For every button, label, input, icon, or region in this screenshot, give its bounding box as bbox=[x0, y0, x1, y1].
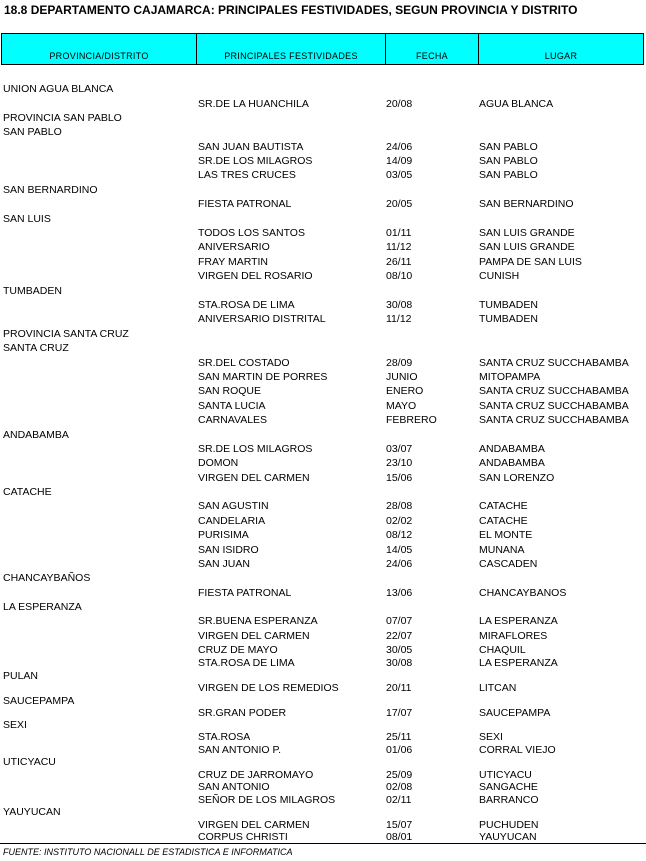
province-row bbox=[0, 429, 646, 442]
lugar-cell: BARRANCO bbox=[479, 794, 539, 806]
fecha-cell: 01/06 bbox=[386, 744, 413, 756]
table-row bbox=[0, 529, 646, 542]
lugar-cell: ANDABAMBA bbox=[479, 443, 545, 455]
table-row bbox=[0, 414, 646, 427]
fecha-cell: 07/07 bbox=[386, 615, 413, 627]
fecha-cell: 30/08 bbox=[386, 299, 413, 311]
header-fecha: FECHA bbox=[386, 34, 479, 64]
table-row bbox=[0, 400, 646, 413]
table-row bbox=[0, 256, 646, 269]
table-bottom-rule bbox=[0, 843, 646, 844]
festividad-cell: SEÑOR DE LOS MILAGROS bbox=[198, 794, 336, 806]
festividad-cell: VIRGEN DEL ROSARIO bbox=[198, 270, 313, 282]
festividad-cell: DOMON bbox=[198, 457, 239, 469]
lugar-cell: CHAQUIL bbox=[479, 644, 526, 656]
festividad-cell: VIRGEN DE LOS REMEDIOS bbox=[198, 682, 339, 694]
festividad-cell: FRAY MARTIN bbox=[198, 256, 269, 268]
lugar-cell: LA ESPERANZA bbox=[479, 657, 558, 669]
festividad-cell: STA.ROSA DE LIMA bbox=[198, 299, 295, 311]
lugar-cell: CUNISH bbox=[479, 270, 520, 282]
lugar-cell: UTICYACU bbox=[479, 769, 532, 781]
festividad-cell: SAN ISIDRO bbox=[198, 544, 259, 556]
lugar-cell: SAN LUIS GRANDE bbox=[479, 241, 575, 253]
lugar-cell: EL MONTE bbox=[479, 529, 533, 541]
lugar-cell: YAUYUCAN bbox=[479, 831, 537, 843]
lugar-cell: CATACHE bbox=[479, 500, 528, 512]
fecha-cell: 15/06 bbox=[386, 472, 413, 484]
province-row bbox=[0, 328, 646, 341]
lugar-cell: ANDABAMBA bbox=[479, 457, 545, 469]
provincia-cell: ANDABAMBA bbox=[3, 429, 69, 441]
provincia-cell: SAN BERNARDINO bbox=[3, 184, 98, 196]
festividad-cell: SAN AGUSTIN bbox=[198, 500, 269, 512]
fecha-cell: 02/11 bbox=[386, 794, 412, 806]
lugar-cell: SAUCEPAMPA bbox=[479, 707, 551, 719]
festividad-cell: SAN ANTONIO P. bbox=[198, 744, 282, 756]
table-row bbox=[0, 500, 646, 513]
header-lugar: LUGAR bbox=[544, 51, 578, 61]
festividad-cell: FIESTA PATRONAL bbox=[198, 587, 292, 599]
fecha-cell: 03/05 bbox=[386, 169, 413, 181]
source-note: FUENTE: INSTITUTO NACIONALL DE ESTADISTICA E INFORMATICA bbox=[3, 847, 293, 857]
provincia-cell: UTICYACU bbox=[3, 756, 56, 768]
fecha-cell: 17/07 bbox=[386, 707, 413, 719]
festividad-cell: CRUZ DE MAYO bbox=[198, 644, 278, 656]
table-row bbox=[0, 443, 646, 456]
table-row bbox=[0, 198, 646, 211]
provincia-cell: LA ESPERANZA bbox=[3, 601, 82, 613]
table-row bbox=[0, 241, 646, 254]
table-row bbox=[0, 169, 646, 182]
lugar-cell: CHANCAYBANOS bbox=[479, 587, 567, 599]
table-row bbox=[0, 587, 646, 600]
provincia-cell: PROVINCIA SAN PABLO bbox=[3, 112, 122, 124]
header-festividades: PRINCIPALES FESTIVIDADES bbox=[197, 34, 386, 64]
fecha-cell: 25/11 bbox=[386, 731, 412, 743]
festividad-cell: SR.GRAN PODER bbox=[198, 707, 287, 719]
lugar-cell: TUMBADEN bbox=[479, 299, 538, 311]
fecha-cell: 13/06 bbox=[386, 587, 413, 599]
lugar-cell: SANTA CRUZ SUCCHABAMBA bbox=[479, 357, 629, 369]
lugar-cell: SAN PABLO bbox=[479, 169, 538, 181]
provincia-cell: CHANCAYBAÑOS bbox=[3, 572, 91, 584]
table-row bbox=[0, 155, 646, 168]
lugar-cell: SEXI bbox=[479, 731, 503, 743]
fecha-cell: 30/08 bbox=[386, 657, 413, 669]
lugar-cell: CATACHE bbox=[479, 515, 528, 527]
province-row bbox=[0, 126, 646, 139]
province-row bbox=[0, 572, 646, 585]
fecha-cell: 30/05 bbox=[386, 644, 413, 656]
page-title: 18.8 DEPARTAMENTO CAJAMARCA: PRINCIPALES FESTIVIDADES, SEGUN PROVINCIA Y DISTRITO bbox=[4, 3, 578, 17]
festividad-cell: SR.DE LOS MILAGROS bbox=[198, 443, 313, 455]
lugar-cell: SANTA CRUZ SUCCHABAMBA bbox=[479, 385, 629, 397]
fecha-cell: FEBRERO bbox=[386, 414, 437, 426]
province-row bbox=[0, 601, 646, 614]
fecha-cell: 11/12 bbox=[386, 241, 412, 253]
provincia-cell: SANTA CRUZ bbox=[3, 342, 69, 354]
province-row bbox=[0, 342, 646, 355]
provincia-cell: UNION AGUA BLANCA bbox=[3, 83, 114, 95]
lugar-cell: SANGACHE bbox=[479, 781, 538, 793]
fecha-cell: 03/07 bbox=[386, 443, 413, 455]
fecha-cell: 08/10 bbox=[386, 270, 413, 282]
fecha-cell: 28/08 bbox=[386, 500, 413, 512]
festividad-cell: SANTA LUCIA bbox=[198, 400, 266, 412]
festividad-cell: TODOS LOS SANTOS bbox=[198, 227, 305, 239]
fecha-cell: ENERO bbox=[386, 385, 424, 397]
festividad-cell: CARNAVALES bbox=[198, 414, 268, 426]
festividad-cell: SAN ROQUE bbox=[198, 385, 262, 397]
festividad-cell: SAN JUAN BAUTISTA bbox=[198, 141, 304, 153]
festividad-cell: STA.ROSA bbox=[198, 731, 251, 743]
table-row bbox=[0, 781, 646, 794]
festividad-cell: FIESTA PATRONAL bbox=[198, 198, 292, 210]
lugar-cell: SAN PABLO bbox=[479, 141, 538, 153]
table-row bbox=[0, 270, 646, 283]
festividad-cell: SR.DE LOS MILAGROS bbox=[198, 155, 313, 167]
festividad-cell: ANIVERSARIO bbox=[198, 241, 270, 253]
lugar-cell: SANTA CRUZ SUCCHABAMBA bbox=[479, 414, 629, 426]
lugar-cell: CASCADEN bbox=[479, 558, 538, 570]
province-row bbox=[0, 184, 646, 197]
fecha-cell: 14/09 bbox=[386, 155, 413, 167]
table-row bbox=[0, 385, 646, 398]
fecha-cell: 14/05 bbox=[386, 544, 413, 556]
province-row bbox=[0, 806, 646, 819]
fecha-cell: 01/11 bbox=[386, 227, 412, 239]
festividad-cell: SAN MARTIN DE PORRES bbox=[198, 371, 328, 383]
festividad-cell: CANDELARIA bbox=[198, 515, 266, 527]
table-row bbox=[0, 644, 646, 657]
fecha-cell: 24/06 bbox=[386, 558, 413, 570]
provincia-cell: TUMBADEN bbox=[3, 285, 62, 297]
festividad-cell: PURISIMA bbox=[198, 529, 249, 541]
lugar-cell: PAMPA DE SAN LUIS bbox=[479, 256, 582, 268]
table-row bbox=[0, 544, 646, 557]
festividad-cell: ANIVERSARIO DISTRITAL bbox=[198, 313, 326, 325]
province-row bbox=[0, 112, 646, 125]
table-row bbox=[0, 515, 646, 528]
table-row bbox=[0, 731, 646, 744]
lugar-cell: MUNANA bbox=[479, 544, 525, 556]
table-row bbox=[0, 457, 646, 470]
table-row bbox=[0, 630, 646, 643]
provincia-cell: SAN LUIS bbox=[3, 213, 51, 225]
lugar-cell: SANTA CRUZ SUCCHABAMBA bbox=[479, 400, 629, 412]
fecha-cell: 26/11 bbox=[386, 256, 412, 268]
festividad-cell: CORPUS CHRISTI bbox=[198, 831, 288, 843]
table-row bbox=[0, 299, 646, 312]
provincia-cell: YAUYUCAN bbox=[3, 806, 61, 818]
table-row bbox=[0, 371, 646, 384]
lugar-cell: LITCAN bbox=[479, 682, 517, 694]
province-row bbox=[0, 756, 646, 769]
fecha-cell: 20/05 bbox=[386, 198, 413, 210]
provincia-cell: PROVINCIA SANTA CRUZ bbox=[3, 328, 129, 340]
festividad-cell: VIRGEN DEL CARMEN bbox=[198, 472, 310, 484]
festividad-cell: STA.ROSA DE LIMA bbox=[198, 657, 295, 669]
festividad-cell: SR.DEL COSTADO bbox=[198, 357, 290, 369]
lugar-cell: TUMBADEN bbox=[479, 313, 538, 325]
fecha-cell: 23/10 bbox=[386, 457, 413, 469]
fecha-cell: 02/02 bbox=[386, 515, 413, 527]
festividad-cell: CRUZ DE JARROMAYO bbox=[198, 769, 314, 781]
province-row bbox=[0, 83, 646, 96]
festividad-cell: SR.DE LA HUANCHILA bbox=[198, 98, 309, 110]
table-row bbox=[0, 98, 646, 111]
lugar-cell: PUCHUDEN bbox=[479, 819, 539, 831]
table-row bbox=[0, 227, 646, 240]
festividad-cell: VIRGEN DEL CARMEN bbox=[198, 819, 310, 831]
fecha-cell: 02/08 bbox=[386, 781, 413, 793]
fecha-cell: MAYO bbox=[386, 400, 417, 412]
provincia-cell: SAUCEPAMPA bbox=[3, 695, 75, 707]
festividad-cell: VIRGEN DEL CARMEN bbox=[198, 630, 310, 642]
table-row bbox=[0, 313, 646, 326]
fecha-cell: 08/12 bbox=[386, 529, 413, 541]
festividad-cell: SAN ANTONIO bbox=[198, 781, 270, 793]
table-row bbox=[0, 357, 646, 370]
table-row bbox=[0, 558, 646, 571]
fecha-cell: 22/07 bbox=[386, 630, 413, 642]
festividad-cell: SAN JUAN bbox=[198, 558, 250, 570]
lugar-cell: MITOPAMPA bbox=[479, 371, 541, 383]
lugar-cell: SAN PABLO bbox=[479, 155, 538, 167]
fecha-cell: 11/12 bbox=[386, 313, 412, 325]
lugar-cell: SAN LUIS GRANDE bbox=[479, 227, 575, 239]
fecha-cell: JUNIO bbox=[386, 371, 418, 383]
table-row bbox=[0, 682, 646, 695]
province-row bbox=[0, 213, 646, 226]
fecha-cell: 24/06 bbox=[386, 141, 413, 153]
table-row bbox=[0, 657, 646, 670]
provincia-cell: SAN PABLO bbox=[3, 126, 62, 138]
lugar-cell: CORRAL VIEJO bbox=[479, 744, 556, 756]
provincia-cell: CATACHE bbox=[3, 486, 52, 498]
fecha-cell: 20/11 bbox=[386, 682, 412, 694]
lugar-cell: SAN LORENZO bbox=[479, 472, 555, 484]
provincia-cell: PULAN bbox=[3, 670, 39, 682]
province-row bbox=[0, 486, 646, 499]
fecha-cell: 08/01 bbox=[386, 831, 413, 843]
lugar-cell: AGUA BLANCA bbox=[479, 98, 554, 110]
lugar-cell: LA ESPERANZA bbox=[479, 615, 558, 627]
header-provincia: PROVINCIA/DISTRITO bbox=[2, 34, 197, 64]
festividad-cell: SR.BUENA ESPERANZA bbox=[198, 615, 318, 627]
fecha-cell: 20/08 bbox=[386, 98, 413, 110]
provincia-cell: SEXI bbox=[3, 719, 27, 731]
fecha-cell: 25/09 bbox=[386, 769, 413, 781]
lugar-cell: MIRAFLORES bbox=[479, 630, 548, 642]
fecha-cell: 28/09 bbox=[386, 357, 413, 369]
fecha-cell: 15/07 bbox=[386, 819, 413, 831]
province-row bbox=[0, 285, 646, 298]
festividad-cell: LAS TRES CRUCES bbox=[198, 169, 296, 181]
table-row bbox=[0, 141, 646, 154]
table-row bbox=[0, 615, 646, 628]
table-row bbox=[0, 472, 646, 485]
lugar-cell: SAN BERNARDINO bbox=[479, 198, 574, 210]
